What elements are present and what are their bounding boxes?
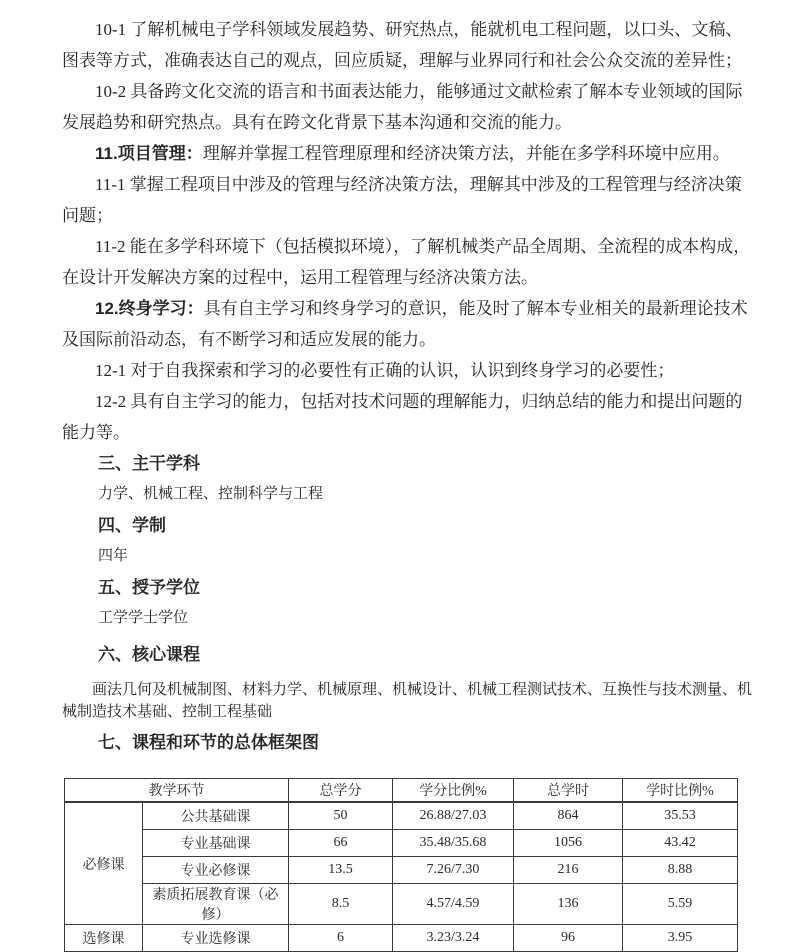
- framework-table-cell-name: 专业选修课: [143, 925, 289, 952]
- doc-line-4: 11.项目管理：理解并掌握工程管理原理和经济决策方法，并能在多学科环境中应用。: [95, 144, 730, 163]
- document-body: [62, 14, 759, 758]
- framework-table-header-cell: 总学时: [514, 779, 623, 803]
- framework-table-cell-credit_ratio: 35.48/35.68: [393, 830, 514, 857]
- doc-line-9-bold-prefix: 12.终身学习：: [95, 299, 204, 318]
- framework-table-cell-credit_ratio: 7.26/7.30: [393, 857, 514, 884]
- framework-table-row: [65, 802, 738, 830]
- framework-table-cell-credit_ratio: 3.23/3.24: [393, 925, 514, 952]
- framework-table-cell-hours: 1056: [514, 830, 623, 857]
- framework-table-cell-credits: 66: [289, 830, 393, 857]
- framework-table-cell-hour_ratio: 5.59: [623, 884, 738, 925]
- doc-line-19: 工学学士学位: [98, 610, 189, 626]
- framework-table-cell-credit_ratio: 4.57/4.59: [393, 884, 514, 925]
- doc-line-5: 11-1 掌握工程项目中涉及的管理与经济决策方法，理解其中涉及的工程管理与经济决策: [95, 175, 742, 194]
- doc-line-4-bold-prefix: 11.项目管理：: [95, 144, 203, 163]
- framework-table-cell-credits: 50: [289, 802, 393, 830]
- framework-table-head: [65, 779, 738, 803]
- doc-line-0: 10-1 了解机械电子学科领域发展趋势、研究热点，能就机电工程问题，以口头、文稿、: [95, 20, 743, 39]
- framework-table-cell-credit_ratio: 26.88/27.03: [393, 802, 514, 830]
- doc-line-2: 10-2 具备跨文化交流的语言和书面表达能力，能够通过文献检索了解本专业领域的国际: [95, 82, 743, 101]
- framework-table-cell-name: 专业基础课: [143, 830, 289, 857]
- framework-table-cell-hours: 96: [514, 925, 623, 952]
- framework-table-cell-name: 公共基础课: [143, 802, 289, 830]
- doc-line-10: 及国际前沿动态，有不断学习和适应发展的能力。: [62, 330, 436, 349]
- framework-table-cell-hour_ratio: 43.42: [623, 830, 738, 857]
- doc-line-12: 12-2 具有自主学习的能力，包括对技术问题的理解能力，归纳总结的能力和提出问题的: [95, 392, 743, 411]
- doc-line-21: 画法几何及机械制图、材料力学、机械原理、机械设计、机械工程测试技术、互换性与技术测量、机: [92, 682, 753, 698]
- framework-table-body: [65, 802, 738, 952]
- doc-line-23: 七、课程和环节的总体框架图: [98, 733, 319, 752]
- doc-line-6: 问题；: [62, 206, 113, 225]
- framework-table-row: [65, 830, 738, 857]
- doc-line-9: 12.终身学习：具有自主学习和终身学习的意识，能及时了解本专业相关的最新理论技术: [95, 299, 748, 318]
- framework-table-header-cell: 总学分: [289, 779, 393, 803]
- framework-table-cell-credits: 6: [289, 925, 393, 952]
- doc-line-14: 三、主干学科: [98, 454, 200, 473]
- framework-table-header-cell: 学时比例%: [623, 779, 738, 803]
- framework-table-cell-name: 专业必修课: [143, 857, 289, 884]
- doc-line-11: 12-1 对于自我探索和学习的必要性有正确的认识，认识到终身学习的必要性；: [95, 361, 675, 380]
- framework-table-row: [65, 857, 738, 884]
- doc-line-18: 五、授予学位: [98, 578, 200, 597]
- doc-line-7: 11-2 能在多学科环境下（包括模拟环境），了解机械类产品全周期、全流程的成本构成，: [95, 237, 751, 256]
- framework-table-group-cell: 选修课: [65, 925, 143, 952]
- doc-line-17: 四年: [98, 548, 129, 564]
- framework-table-header-cell: 学分比例%: [393, 779, 514, 803]
- framework-table-cell-hour_ratio: 3.95: [623, 925, 738, 952]
- framework-table-header-cell: 教学环节: [65, 779, 289, 803]
- framework-table-cell-name: 素质拓展教育课（必修）: [143, 884, 289, 925]
- framework-table-cell-hour_ratio: 8.88: [623, 857, 738, 884]
- doc-line-16: 四、学制: [98, 516, 166, 535]
- framework-table-cell-hours: 864: [514, 802, 623, 830]
- framework-table-cell-credits: 8.5: [289, 884, 393, 925]
- framework-table-cell-hours: 136: [514, 884, 623, 925]
- doc-line-15: 力学、机械工程、控制科学与工程: [98, 486, 324, 502]
- framework-table-row: [65, 884, 738, 925]
- framework-table-cell-credits: 13.5: [289, 857, 393, 884]
- doc-line-3: 发展趋势和研究热点。具有在跨文化背景下基本沟通和交流的能力。: [62, 113, 572, 132]
- doc-line-13: 能力等。: [62, 423, 130, 442]
- framework-table: [64, 778, 738, 952]
- doc-line-22: 械制造技术基础、控制工程基础: [62, 704, 273, 720]
- framework-table-cell-hours: 216: [514, 857, 623, 884]
- doc-line-8: 在设计开发解决方案的过程中，运用工程管理与经济决策方法。: [62, 268, 538, 287]
- doc-line-20: 六、核心课程: [98, 645, 200, 664]
- doc-line-1: 图表等方式，准确表达自己的观点，回应质疑，理解与业界同行和社会公众交流的差异性；: [62, 51, 742, 70]
- framework-table-cell-hour_ratio: 35.53: [623, 802, 738, 830]
- framework-table-row: [65, 925, 738, 952]
- framework-table-header-row: [65, 779, 738, 803]
- framework-table-group-cell: 必修课: [65, 802, 143, 925]
